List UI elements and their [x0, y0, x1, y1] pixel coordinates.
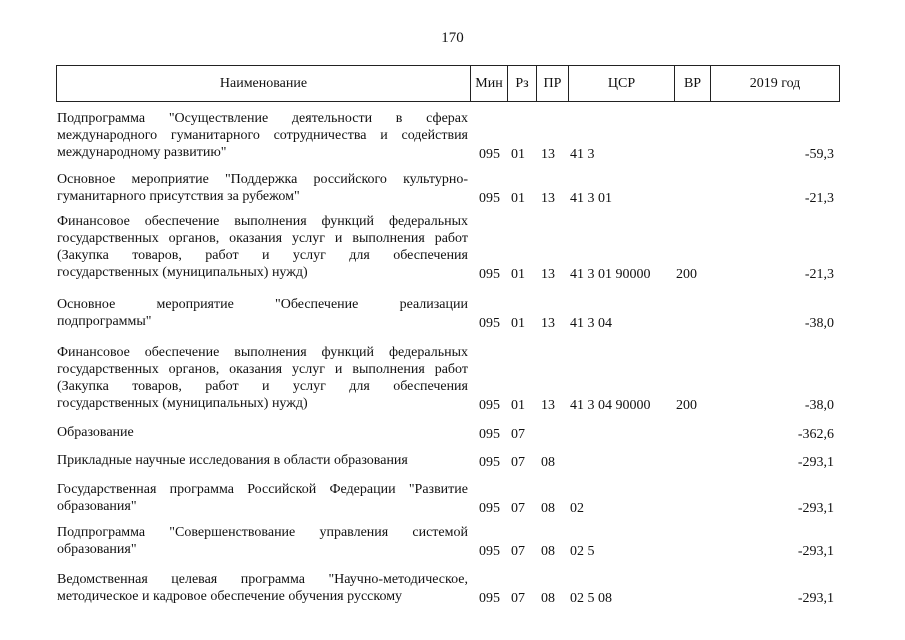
row-csr: 41 3 [570, 147, 595, 162]
row-name [57, 171, 468, 205]
row-name-line: методическое и кадровое обеспечение обучения русскому [57, 589, 403, 604]
row-name-line: образования" [57, 542, 137, 557]
row-name [57, 452, 468, 469]
row-min: 095 [479, 267, 500, 282]
row-name-line: (Закупка товаров, работ и услуг для обеспечения [57, 248, 468, 263]
row-min: 095 [479, 147, 500, 162]
row-name-line: Основное мероприятие "Поддержка российского культурно- [57, 172, 468, 187]
row-min: 095 [479, 455, 500, 470]
row-rz: 07 [511, 544, 525, 559]
row-csr: 41 3 01 [570, 191, 612, 206]
row-name [57, 481, 468, 515]
header-pr: ПР [537, 66, 569, 102]
page-number: 170 [441, 30, 464, 46]
row-name [57, 110, 468, 161]
row-name-line: Образование [57, 425, 134, 440]
row-vr: 200 [676, 398, 697, 413]
row-min: 095 [479, 591, 500, 606]
row-pr: 13 [541, 267, 555, 282]
row-min: 095 [479, 544, 500, 559]
row-name [57, 571, 468, 605]
row-name-line: государственных (муниципальных) нужд) [57, 265, 308, 280]
row-name-line: Ведомственная целевая программа "Научно-методическое, [57, 572, 468, 587]
row-rz: 01 [511, 316, 525, 331]
row-name [57, 296, 468, 330]
row-value: -293,1 [797, 501, 834, 516]
row-min: 095 [479, 501, 500, 516]
row-value: -59,3 [804, 147, 834, 162]
header-vr: ВР [675, 66, 711, 102]
row-pr: 08 [541, 591, 555, 606]
row-csr: 02 5 08 [570, 591, 612, 606]
row-value: -293,1 [797, 455, 834, 470]
row-name-line: Подпрограмма "Совершенствование управления системой [57, 525, 468, 540]
row-name-line: Финансовое обеспечение выполнения функций федеральных [57, 214, 468, 229]
row-name-line: международного гуманитарного сотрудничества и содействия [57, 128, 468, 143]
row-value: -21,3 [804, 267, 834, 282]
row-pr: 13 [541, 147, 555, 162]
row-name-line: Финансовое обеспечение выполнения функций федеральных [57, 345, 468, 360]
table-header [56, 65, 840, 102]
row-rz: 01 [511, 398, 525, 413]
header-csr: ЦСР [569, 66, 675, 102]
row-pr: 08 [541, 501, 555, 516]
row-rz: 07 [511, 501, 525, 516]
header-name: Наименование [57, 66, 471, 102]
row-name-line: Основное мероприятие "Обеспечение реализации [57, 297, 468, 312]
row-csr: 41 3 01 90000 [570, 267, 651, 282]
row-name [57, 213, 468, 281]
row-min: 095 [479, 427, 500, 442]
row-rz: 01 [511, 267, 525, 282]
row-value: -362,6 [797, 427, 834, 442]
row-value: -21,3 [804, 191, 834, 206]
row-rz: 07 [511, 455, 525, 470]
row-pr: 08 [541, 544, 555, 559]
row-pr: 08 [541, 455, 555, 470]
row-name-line: международному развитию" [57, 145, 227, 160]
row-name-line: Прикладные научные исследования в области образования [57, 453, 408, 468]
row-value: -38,0 [804, 316, 834, 331]
row-csr: 02 5 [570, 544, 595, 559]
row-pr: 13 [541, 316, 555, 331]
row-value: -293,1 [797, 591, 834, 606]
row-name-line: государственных (муниципальных) нужд) [57, 396, 308, 411]
row-pr: 13 [541, 191, 555, 206]
row-name-line: образования" [57, 499, 137, 514]
row-name [57, 344, 468, 412]
row-value: -293,1 [797, 544, 834, 559]
header-rz: Рз [508, 66, 537, 102]
row-name [57, 424, 468, 441]
row-name-line: подпрограммы" [57, 314, 152, 329]
row-vr: 200 [676, 267, 697, 282]
row-rz: 01 [511, 147, 525, 162]
row-rz: 07 [511, 591, 525, 606]
row-rz: 07 [511, 427, 525, 442]
row-min: 095 [479, 316, 500, 331]
row-name-line: Государственная программа Российской Федерации "Развитие [57, 482, 468, 497]
row-name-line: Подпрограмма "Осуществление деятельности в сферах [57, 111, 468, 126]
header-min: Мин [471, 66, 508, 102]
row-csr: 41 3 04 [570, 316, 612, 331]
row-min: 095 [479, 191, 500, 206]
row-rz: 01 [511, 191, 525, 206]
row-name-line: государственных органов, оказания услуг и выполнения работ [57, 231, 468, 246]
row-pr: 13 [541, 398, 555, 413]
header-year: 2019 год [711, 66, 840, 102]
row-name-line: (Закупка товаров, работ и услуг для обеспечения [57, 379, 468, 394]
row-value: -38,0 [804, 398, 834, 413]
row-name-line: государственных органов, оказания услуг и выполнения работ [57, 362, 468, 377]
row-csr: 02 [570, 501, 584, 516]
row-csr: 41 3 04 90000 [570, 398, 651, 413]
row-name [57, 524, 468, 558]
row-name-line: гуманитарного присутствия за рубежом" [57, 189, 300, 204]
row-min: 095 [479, 398, 500, 413]
